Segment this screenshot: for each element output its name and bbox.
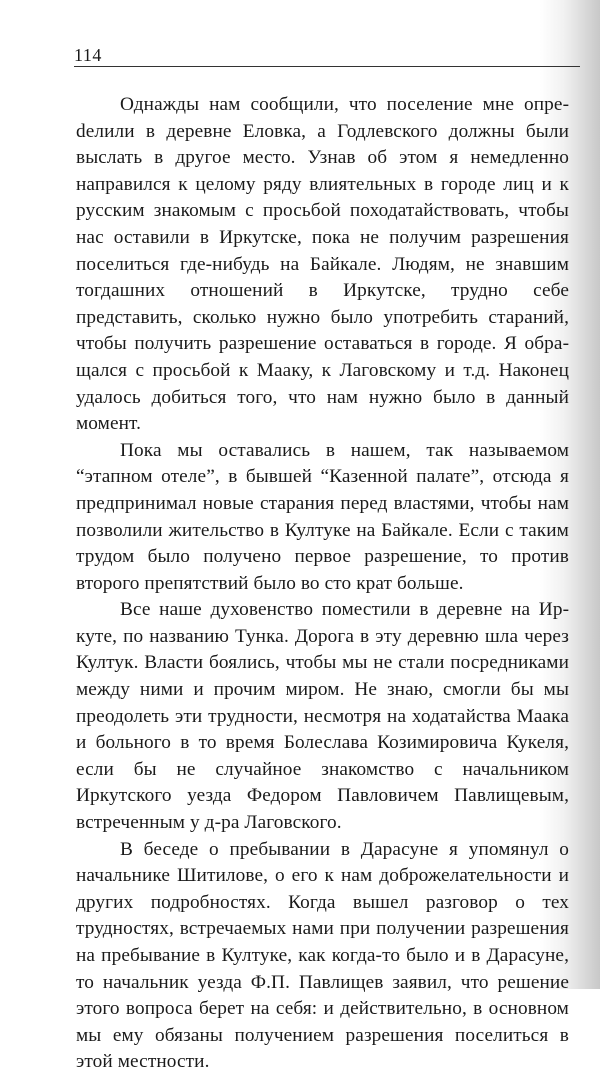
paragraph-4: В беседе о пребывании в Дарасуне я упомянул о начальнике Шитилове, о его к нам доброжелательности и других подробностях. Когда вышел разговор о тех трудностях, встречаемых нами при получении разрешения на пребывание в Култуке, как когда-то было и в Дарасуне, то начальник уезда Ф.П. Павлищев заявил, что решение этого вопроса берет на себя: и действительно, в основном мы ему обязаны получением разрешения поселиться в этой местности. (76, 838, 569, 1073)
page-header (74, 44, 580, 70)
page-number: 114 (74, 45, 102, 65)
paragraph-2: Пока мы оставались в нашем, так называемом “этапном отеле”, в бывшей “Казенной палате”, отсюда я предпринимал новые старания перед властями, чтобы нам позволили жительство в Култуке на Байкале. Если с таким трудом было получено первое разрешение, то против второго препятствий было во сто крат больше. (76, 439, 569, 594)
paragraph-3: Все наше духовенство поместили в деревне на Иркуте, по названию Тунка. Дорога в эту деревню шла через Култук. Власти боялись, чтобы мы не стали посредниками между ними и прочим миром. Не знаю, смогли бы мы преодолеть эти трудности, несмотря на ходатайства Маака и больного в то время Болеслава Козимировича Кукеля, если бы не случайное знакомство с начальником Иркутского уезда Федором Павловичем Павлищевым, встреченным у д-ра Лаговского. (76, 599, 569, 834)
body-text (76, 92, 569, 1076)
paragraph-1: Однажды нам сообщили, что поселение мне опреdелили в деревне Еловка, а Годлевского должны были выслать в другое место. Узнав об этом я немедленно направился к целому ряду влиятельных в городе лиц и к русским знакомым с просьбой походатайствовать, чтобы нас оставили в Иркутске, пока не получим разрешения поселиться где-нибудь на Байкале. Людям, не знавшим тогдашних отношений в Иркутске, трудно себе представить, сколько нужно было употребить стараний, чтобы получить разрешение оставаться в городе. Я обращался с просьбой к Мааку, к Лаговскому и т.д. Наконец удалось добиться того, что нам нужно было в данный момент. (76, 94, 569, 435)
header-rule (74, 66, 580, 67)
